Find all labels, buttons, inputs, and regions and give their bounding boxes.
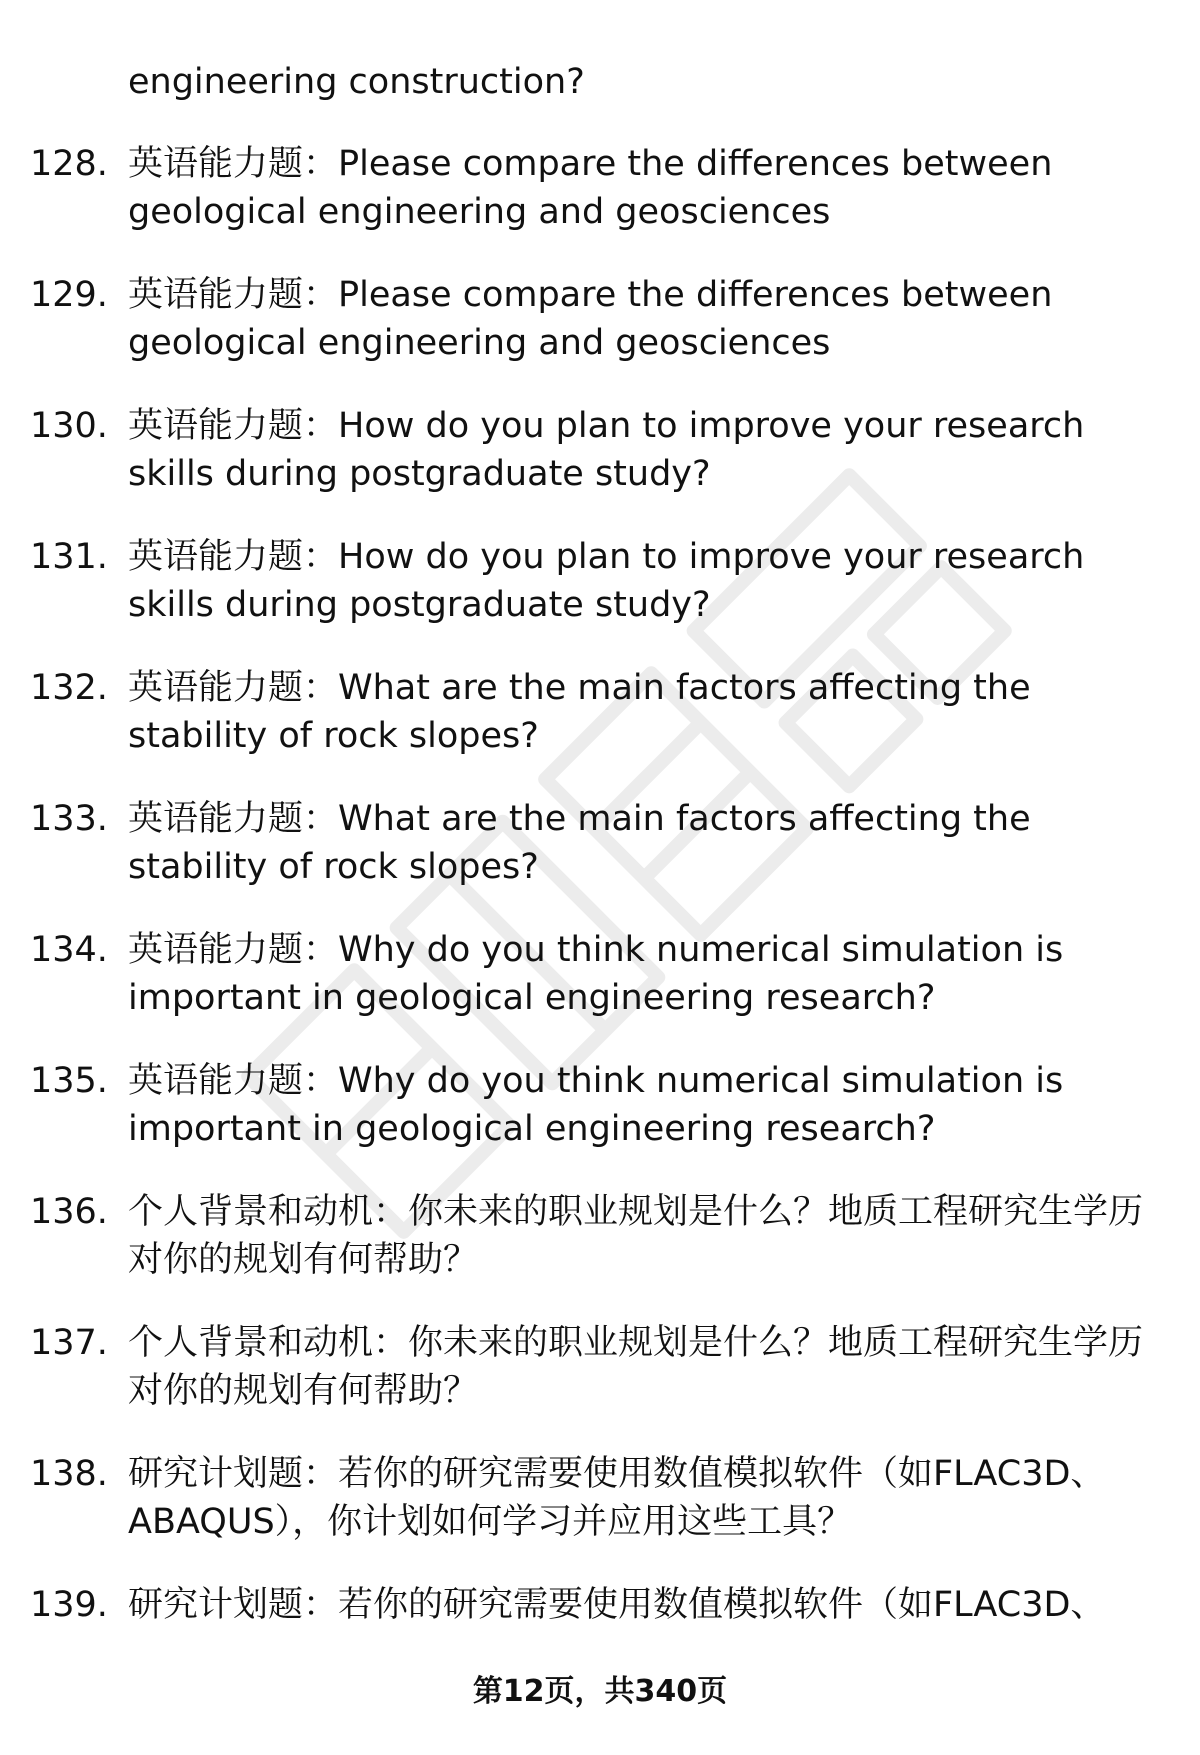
item-number: 129. [30, 275, 108, 315]
list-item [0, 140, 1200, 236]
item-text: 英语能力题：Why do you think numerical simulation is important in geological engineering research? [128, 1061, 1064, 1149]
item-number: 136. [30, 1192, 108, 1232]
item-number: 131. [30, 537, 108, 577]
item-text: 个人背景和动机：你未来的职业规划是什么？地质工程研究生学历对你的规划有何帮助？ [128, 1323, 1144, 1411]
list-item [0, 1188, 1200, 1284]
item-text: 研究计划题：若你的研究需要使用数值模拟软件（如FLAC3D、ABAQUS），你计划如何学习并应用这些工具？ [128, 1454, 1106, 1542]
item-text: 英语能力题：Please compare the differences between geological engineering and geosciences [128, 275, 1053, 363]
item-number: 139. [30, 1585, 108, 1625]
item-number: 134. [30, 930, 108, 970]
list-item [0, 1319, 1200, 1415]
item-number: 132. [30, 668, 108, 708]
list-item [0, 664, 1200, 760]
item-number: 133. [30, 799, 108, 839]
list-item [0, 402, 1200, 498]
item-number: 135. [30, 1061, 108, 1101]
question-list [0, 140, 1200, 1664]
item-number: 137. [30, 1323, 108, 1363]
item-text: 英语能力题：What are the main factors affecting the stability of rock slopes? [128, 799, 1031, 887]
list-item [0, 533, 1200, 629]
list-item [0, 1450, 1200, 1546]
page-footer: 第12页，共340页 [472, 1674, 728, 1709]
list-item [0, 926, 1200, 1022]
item-number: 128. [30, 144, 108, 184]
list-item [0, 271, 1200, 367]
continuation-line: engineering construction? [128, 62, 585, 102]
item-text: 研究计划题：若你的研究需要使用数值模拟软件（如FLAC3D、 [128, 1585, 1106, 1625]
list-item [0, 795, 1200, 891]
item-text: 英语能力题：What are the main factors affecting the stability of rock slopes? [128, 668, 1031, 756]
item-number: 138. [30, 1454, 108, 1494]
list-item [0, 1581, 1200, 1629]
item-text: 英语能力题：How do you plan to improve your research skills during postgraduate study? [128, 406, 1085, 494]
item-number: 130. [30, 406, 108, 446]
list-item [0, 1057, 1200, 1153]
item-text: 英语能力题：Please compare the differences between geological engineering and geosciences [128, 144, 1053, 232]
item-text: 英语能力题：Why do you think numerical simulation is important in geological engineering research? [128, 930, 1064, 1018]
item-text: 英语能力题：How do you plan to improve your research skills during postgraduate study? [128, 537, 1085, 625]
item-text: 个人背景和动机：你未来的职业规划是什么？地质工程研究生学历对你的规划有何帮助？ [128, 1192, 1144, 1280]
